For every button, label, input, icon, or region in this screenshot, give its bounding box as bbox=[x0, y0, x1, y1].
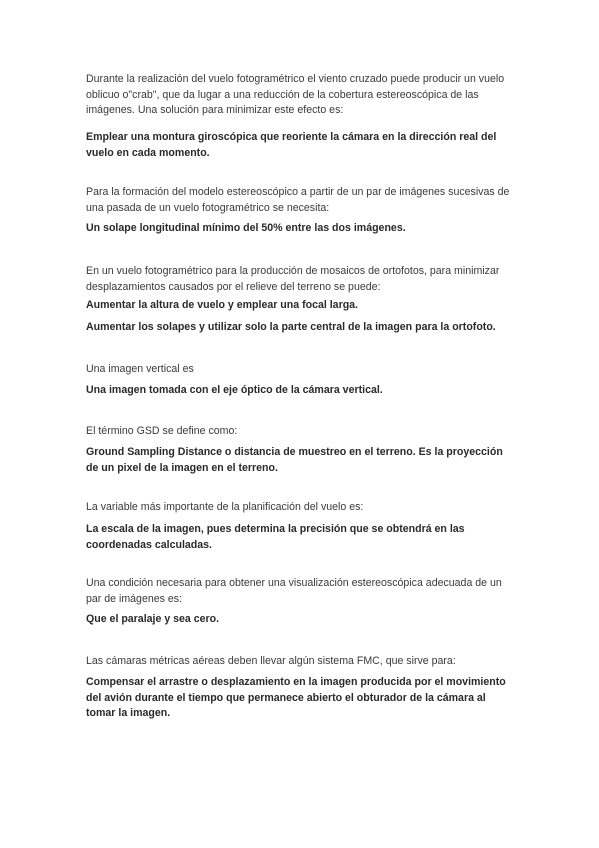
question-vertical-image: Una imagen vertical es bbox=[86, 363, 194, 375]
answer-orthophoto-2: Aumentar los solapes y utilizar solo la parte central de la imagen para la ortofoto. bbox=[86, 321, 496, 333]
answer-planning: La escala de la imagen, pues determina la precisión que se obtendrá en las coordenadas calculadas. bbox=[86, 523, 465, 551]
answer-orthophoto-1: Aumentar la altura de vuelo y emplear una focal larga. bbox=[86, 299, 358, 311]
answer-crab: Emplear una montura giroscópica que reoriente la cámara en la dirección real del vuelo en cada momento. bbox=[86, 131, 497, 159]
answer-gsd: Ground Sampling Distance o distancia de muestreo en el terreno. Es la proyección de un pixel de la imagen en el terreno. bbox=[86, 446, 503, 474]
question-orthophoto: En un vuelo fotogramétrico para la producción de mosaicos de ortofotos, para minimizar desplazamientos causados por el relieve del terreno se puede: bbox=[86, 265, 500, 293]
answer-stereo-visualization: Que el paralaje y sea cero. bbox=[86, 613, 220, 625]
question-fmc: Las cámaras métricas aéreas deben llevar algún sistema FMC, que sirve para: bbox=[86, 655, 456, 667]
question-crab: Durante la realización del vuelo fotogramétrico el viento cruzado puede producir un vuelo oblicuo o"crab", que da lugar a una reducción de la cobertura estereoscópica de las imágenes. Una solución para minimizar este efecto es: bbox=[86, 73, 505, 117]
answer-vertical-image: Una imagen tomada con el eje óptico de la cámara vertical. bbox=[86, 384, 383, 396]
question-stereo-model: Para la formación del modelo estereoscópico a partir de un par de imágenes sucesivas de una pasada de un vuelo fotogramétrico se necesita: bbox=[86, 186, 510, 214]
question-gsd: El término GSD se define como: bbox=[86, 425, 238, 437]
question-stereo-visualization: Una condición necesaria para obtener una visualización estereoscópica adecuada de un par de imágenes es: bbox=[86, 577, 502, 605]
answer-stereo-model: Un solape longitudinal mínimo del 50% entre las dos imágenes. bbox=[86, 222, 406, 234]
question-planning: La variable más importante de la planificación del vuelo es: bbox=[86, 501, 364, 513]
answer-fmc: Compensar el arrastre o desplazamiento en la imagen producida por el movimiento del avión durante el tiempo que permanece abierto el obturador de la cámara al tomar la imagen. bbox=[86, 676, 506, 720]
